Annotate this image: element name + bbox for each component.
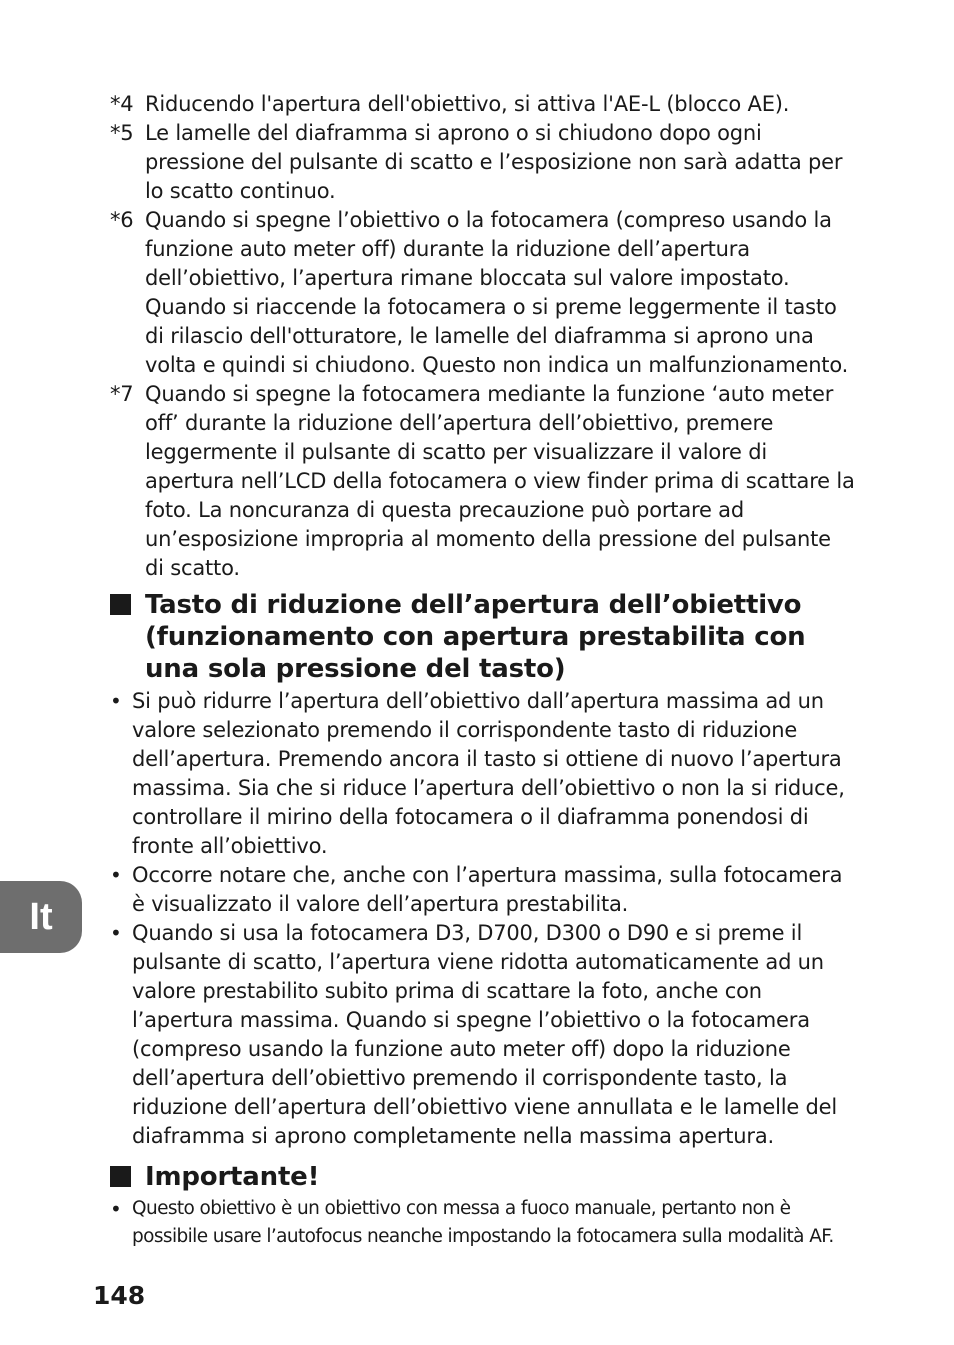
section-title: Importante! [145,1162,320,1192]
footnote-7 [110,380,855,583]
footnote-mark: *6 [110,208,134,232]
list-item [110,1195,855,1251]
section-title: Tasto di riduzione dell’apertura dell’obiettivo (funzionamento con apertura prestabilita con una sola pressione del tasto) [145,590,806,684]
footnote-text: Quando si spegne l’obiettivo o la fotocamera (compreso usando la funzione auto meter off) durante la riduzione dell’apertura dell’obiettivo, l’apertura rimane bloccata sul valore impostato. Quando si riaccende la fotocamera o si preme leggermente il tasto di rilascio dell'otturatore, le lamelle del diaframma si aprono una volta e quindi si chiudono. Questo non indica un malfunzionamento. [145,208,849,377]
section-heading-depth-of-field-button [110,589,855,685]
list-item [110,919,855,1151]
footnote-6 [110,206,855,380]
page-number: 148 [93,1281,146,1310]
bullet-icon: • [110,921,122,945]
square-bullet-icon [110,594,131,615]
list-item [110,687,855,861]
language-tab [0,881,82,953]
bullet-icon: • [110,863,122,887]
bullet-icon: • [110,1197,122,1221]
footnote-4 [110,90,855,119]
language-tab-label: It [29,895,53,938]
page-content [110,90,855,1251]
list-item-text: Quando si usa la fotocamera D3, D700, D300 o D90 e si preme il pulsante di scatto, l’apertura viene ridotta automaticamente ad un valore prestabilito subito prima di scattare la foto, anche con l’apertura massima. Quando si spegne l’obiettivo o la fotocamera (compreso usando la funzione auto meter off) dopo la riduzione dell’apertura dell’obiettivo premendo il corrispondente tasto, la riduzione dell’apertura dell’obiettivo viene annullata e le lamelle del diaframma si aprono completamente nella massima apertura. [132,921,838,1148]
section-heading-important [110,1161,855,1193]
bullet-icon: • [110,689,122,713]
footnote-mark: *7 [110,382,134,406]
list-item-text: Occorre notare che, anche con l’apertura massima, sulla fotocamera è visualizzato il valore dell’apertura prestabilita. [132,863,843,916]
list-item-text: Si può ridurre l’apertura dell’obiettivo dall’apertura massima ad un valore selezionato premendo il corrispondente tasto di riduzione dell’apertura. Premendo ancora il tasto si ottiene di nuovo l’apertura massima. Sia che si riduce l’apertura dell’obiettivo o non la si riduce, controllare il mirino della fotocamera o il diaframma ponendosi di fronte all’obiettivo. [132,689,845,858]
footnote-text: Le lamelle del diaframma si aprono o si chiudono dopo ogni pressione del pulsante di scatto e l’esposizione non sarà adatta per lo scatto continuo. [145,121,843,203]
footnote-text: Riducendo l'apertura dell'obiettivo, si attiva l'AE-L (blocco AE). [145,92,790,116]
footnote-mark: *5 [110,121,134,145]
list-item-text: Questo obiettivo è un obiettivo con messa a fuoco manuale, pertanto non è possibile usare l’autofocus neanche impostando la fotocamera sulla modalità AF. [132,1198,834,1247]
square-bullet-icon [110,1166,131,1187]
footnote-mark: *4 [110,92,134,116]
footnote-5 [110,119,855,206]
list-item [110,861,855,919]
footnote-text: Quando si spegne la fotocamera mediante la funzione ‘auto meter off’ durante la riduzione dell’apertura dell’obiettivo, premere leggermente il pulsante di scatto per visualizzare il valore di apertura nell’LCD della fotocamera o view finder prima di scattare la foto. La noncuranza di questa precauzione può portare ad un’esposizione impropria al momento della pressione del pulsante di scatto. [145,382,855,580]
